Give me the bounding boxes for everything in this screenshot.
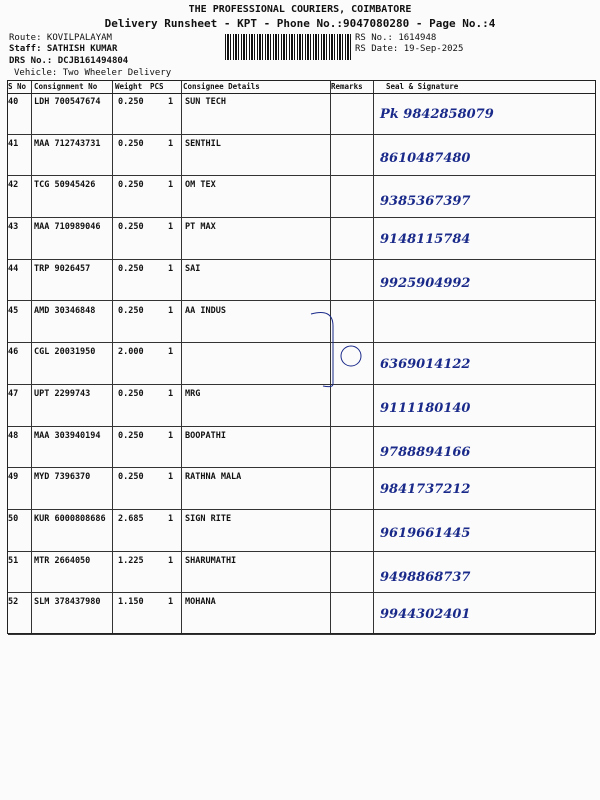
row-sno: 51 — [8, 555, 19, 566]
row-pcs: 1 — [168, 388, 174, 399]
row-consignee: MRG — [185, 388, 201, 399]
row-consignment: UPT 2299743 — [34, 388, 91, 399]
signature-handwriting: 8610487480 — [380, 150, 471, 166]
row-weight: 0.250 — [118, 430, 144, 441]
row-consignment: KUR 6000808686 — [34, 514, 106, 524]
row-sno: 52 — [8, 597, 19, 608]
table-row — [8, 260, 595, 302]
vehicle-label: Vehicle: Two Wheeler Delivery — [14, 68, 172, 78]
runsheet-title: THE PROFESSIONAL COURIERS, COIMBATORE — [188, 4, 412, 15]
route-label: Route: KOVILPALAYAM — [9, 33, 112, 43]
row-weight: 0.250 — [118, 97, 144, 107]
signature-handwriting: 9788894166 — [380, 444, 471, 460]
row-pcs: 1 — [168, 263, 174, 274]
row-pcs: 1 — [168, 514, 174, 524]
table-row — [8, 302, 595, 344]
signature-handwriting: 9925904992 — [380, 275, 471, 291]
signature-handwriting: 6369014122 — [380, 357, 471, 373]
row-consignment: MAA 710989046 — [34, 222, 101, 233]
row-pcs: 1 — [168, 180, 174, 191]
row-weight: 2.000 — [118, 347, 144, 358]
row-weight: 0.250 — [118, 222, 144, 233]
row-pcs: 1 — [168, 555, 174, 566]
row-consignee: MOHANA — [185, 597, 216, 608]
table-row — [8, 176, 595, 218]
row-consignee: AA INDUS — [185, 305, 226, 316]
row-consignee: PT MAX — [185, 222, 216, 233]
signature-handwriting: 9148115784 — [380, 232, 471, 248]
col-consignee: Consignee Details — [183, 82, 260, 91]
row-pcs: 1 — [168, 430, 174, 441]
row-consignee: SIGN RITE — [185, 514, 232, 524]
row-consignee: RATHNA MALA — [185, 472, 242, 483]
row-weight: 2.685 — [118, 514, 144, 524]
barcode-image — [225, 34, 351, 60]
row-weight: 0.250 — [118, 263, 144, 274]
rs-no-label: RS No.: 1614948 — [355, 33, 437, 43]
drs-label: DRS No.: DCJB161494804 — [9, 56, 129, 66]
col-seal: Seal & Signature — [386, 82, 459, 91]
runsheet-subtitle: Delivery Runsheet - KPT - Phone No.:9047080280 - Page No.:4 — [104, 17, 496, 30]
row-sno: 42 — [8, 180, 19, 191]
row-consignee: BOOPATHI — [185, 430, 226, 441]
signature-handwriting: Pk 9842858079 — [380, 107, 494, 122]
signature-handwriting: 9841737212 — [380, 482, 471, 498]
row-weight: 0.250 — [118, 180, 144, 191]
row-weight: 0.250 — [118, 138, 144, 149]
table-row — [8, 93, 595, 135]
table-row — [8, 468, 595, 510]
signature-handwriting: 9385367397 — [380, 194, 471, 210]
row-weight: 0.250 — [118, 388, 144, 399]
row-consignment: LDH 700547674 — [34, 97, 101, 107]
row-pcs: 1 — [168, 347, 174, 358]
row-sno: 47 — [8, 388, 19, 399]
col-remarks: Remarks — [331, 82, 363, 91]
table-row — [8, 510, 595, 552]
row-pcs: 1 — [168, 138, 174, 149]
row-consignment: AMD 30346848 — [34, 305, 96, 316]
col-weight: Weight — [115, 82, 143, 91]
signature-handwriting: 9619661445 — [380, 526, 471, 541]
table-row — [8, 593, 595, 635]
row-sno: 45 — [8, 305, 19, 316]
row-consignment: CGL 20031950 — [34, 347, 96, 358]
bracket-scribble — [303, 306, 373, 391]
table-row — [8, 135, 595, 177]
row-sno: 44 — [8, 263, 19, 274]
row-weight: 1.225 — [118, 555, 144, 566]
table-row — [8, 427, 595, 469]
row-weight: 1.150 — [118, 597, 144, 608]
row-consignment: MTR 2664050 — [34, 555, 91, 566]
row-consignee: OM TEX — [185, 180, 216, 191]
row-weight: 0.250 — [118, 305, 144, 316]
row-pcs: 1 — [168, 222, 174, 233]
rs-date-label: RS Date: 19-Sep-2025 — [355, 44, 464, 54]
row-consignee: SENTHIL — [185, 138, 221, 149]
signature-handwriting: 9111180140 — [380, 400, 471, 416]
signature-handwriting: 9498868737 — [380, 569, 471, 585]
row-consignee: SHARUMATHI — [185, 555, 237, 566]
row-pcs: 1 — [168, 597, 174, 608]
row-sno: 49 — [8, 472, 19, 483]
row-pcs: 1 — [168, 97, 174, 107]
table-row — [8, 343, 595, 385]
row-pcs: 1 — [168, 305, 174, 316]
row-consignment: MAA 303940194 — [34, 430, 101, 441]
row-weight: 0.250 — [118, 472, 144, 483]
row-consignment: SLM 378437980 — [34, 597, 101, 608]
table-row — [8, 385, 595, 427]
row-consignment: MYD 7396370 — [34, 472, 91, 483]
row-consignee: SAI — [185, 263, 201, 274]
col-consignment: Consignment No — [34, 82, 98, 91]
col-sno: S No — [8, 82, 27, 91]
staff-label: Staff: SATHISH KUMAR — [9, 44, 118, 54]
row-sno: 46 — [8, 347, 19, 358]
col-pcs: PCS — [150, 82, 164, 91]
row-sno: 43 — [8, 222, 19, 233]
runsheet-table — [7, 80, 596, 634]
row-sno: 40 — [8, 97, 19, 107]
row-pcs: 1 — [168, 472, 174, 483]
row-sno: 50 — [8, 514, 19, 524]
row-consignee: SUN TECH — [185, 97, 226, 107]
table-row — [8, 552, 595, 594]
row-consignment: MAA 712743731 — [34, 138, 101, 149]
row-consignment: TRP 9026457 — [34, 263, 91, 274]
signature-handwriting: 9944302401 — [380, 607, 471, 623]
table-row — [8, 218, 595, 260]
row-sno: 41 — [8, 138, 19, 149]
row-consignment: TCG 50945426 — [34, 180, 96, 191]
row-sno: 48 — [8, 430, 19, 441]
